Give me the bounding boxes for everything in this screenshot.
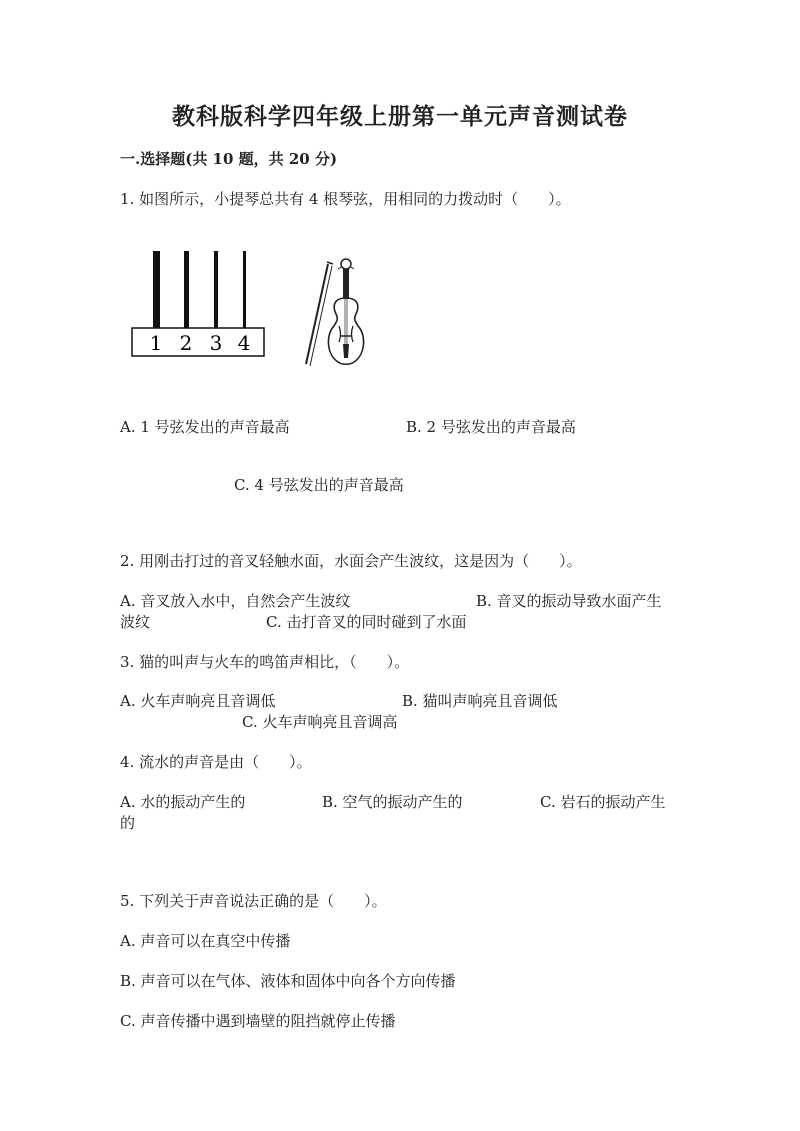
string-label-2: 2 <box>179 331 193 355</box>
question-3-option-b[interactable]: B. 猫叫声响亮且音调低 <box>402 692 558 710</box>
section-heading: 一.选择题(共 10 题，共 20 分) <box>120 150 338 168</box>
violin-icon <box>298 254 370 372</box>
question-1-option-b[interactable]: B. 2 号弦发出的声音最高 <box>406 418 576 436</box>
string-2 <box>184 251 189 328</box>
question-4-stem: 4. 流水的声音是由（ ）。 <box>120 753 312 771</box>
question-4-option-c-continued: 的 <box>120 814 136 832</box>
string-4 <box>243 251 246 328</box>
question-3-option-c[interactable]: C. 火车声响亮且音调高 <box>242 713 398 731</box>
question-5-option-b[interactable]: B. 声音可以在气体、液体和固体中向各个方向传播 <box>120 972 456 990</box>
question-5-option-a[interactable]: A. 声音可以在真空中传播 <box>120 932 291 950</box>
question-2-option-a[interactable]: A. 音叉放入水中，自然会产生波纹 <box>120 592 351 610</box>
string-3 <box>214 251 218 328</box>
question-3-stem: 3. 猫的叫声与火车的鸣笛声相比，（ ）。 <box>120 653 410 671</box>
question-1-option-a[interactable]: A. 1 号弦发出的声音最高 <box>120 418 290 436</box>
question-2-option-c[interactable]: C. 击打音叉的同时碰到了水面 <box>266 613 467 631</box>
question-5-option-c[interactable]: C. 声音传播中遇到墙壁的阻挡就停止传播 <box>120 1012 396 1030</box>
question-3-option-a[interactable]: A. 火车声响亮且音调低 <box>120 692 276 710</box>
string-label-4: 4 <box>237 331 251 355</box>
question-4-option-c[interactable]: C. 岩石的振动产生 <box>540 793 666 811</box>
string-label-3: 3 <box>209 331 223 355</box>
string-1 <box>153 251 160 328</box>
question-2-stem: 2. 用刚击打过的音叉轻触水面，水面会产生波纹，这是因为（ ）。 <box>120 552 582 570</box>
question-2-option-b-continued: 波纹 <box>120 613 151 631</box>
page-title: 教科版科学四年级上册第一单元声音测试卷 <box>172 103 628 130</box>
question-5-stem: 5. 下列关于声音说法正确的是（ ）。 <box>120 892 387 910</box>
question-1-option-c[interactable]: C. 4 号弦发出的声音最高 <box>234 476 404 494</box>
question-2-option-b[interactable]: B. 音叉的振动导致水面产生 <box>476 592 662 610</box>
question-1-stem: 1. 如图所示，小提琴总共有 4 根琴弦，用相同的力拨动时（ ）。 <box>120 190 571 208</box>
strings-figure <box>124 246 274 361</box>
question-4-option-a[interactable]: A. 水的振动产生的 <box>120 793 246 811</box>
string-label-1: 1 <box>149 331 163 355</box>
question-4-option-b[interactable]: B. 空气的振动产生的 <box>322 793 463 811</box>
